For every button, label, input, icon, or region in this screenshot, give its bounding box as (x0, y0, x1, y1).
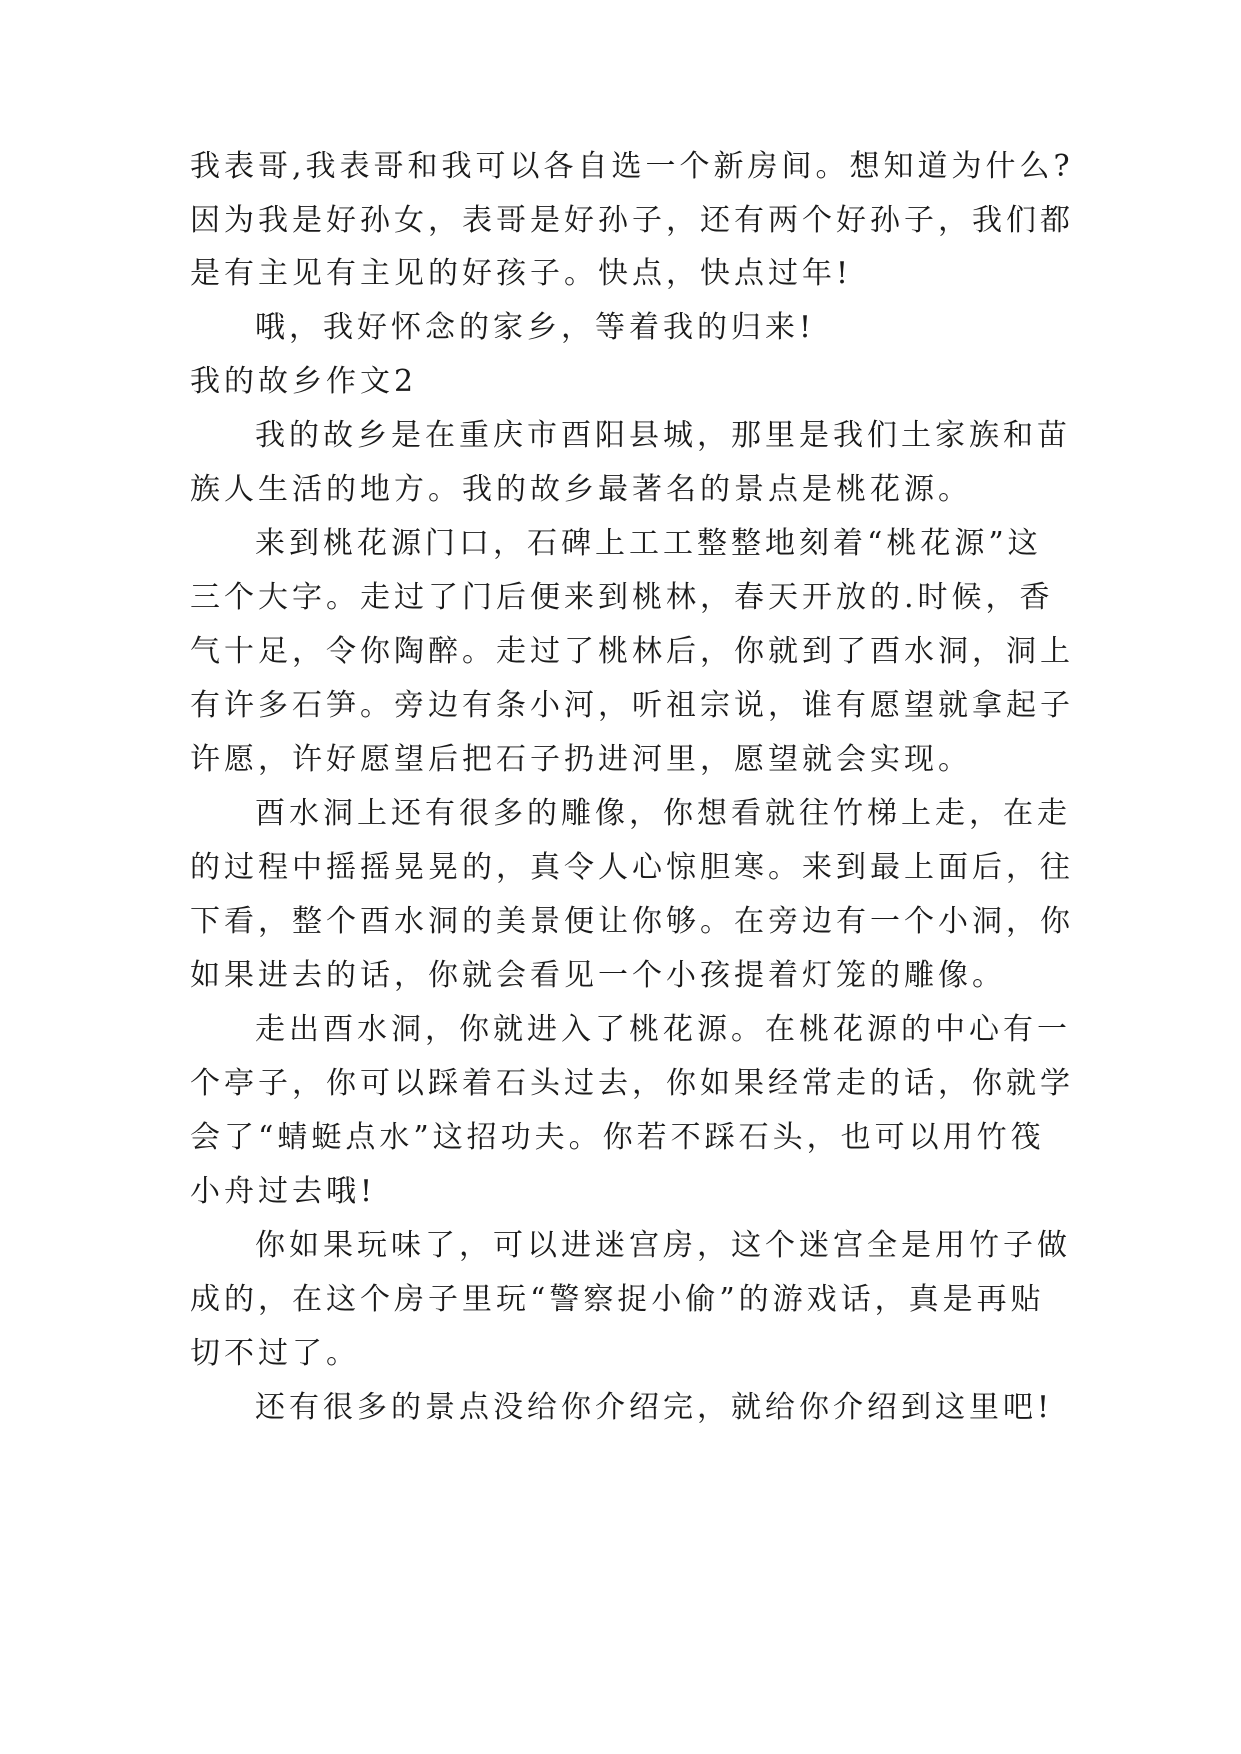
text-line: 我的故乡是在重庆市酉阳县城，那里是我们土家族和苗 (255, 418, 1071, 453)
text-line: 切不过了。 (190, 1336, 360, 1371)
text-line: 成的，在这个房子里玩“警察捉小偷”的游戏话，真是再贴 (190, 1282, 1045, 1317)
text-line: 的过程中摇摇晃晃的，真令人心惊胆寒。来到最上面后，往 (190, 850, 1074, 885)
text-line: 如果进去的话，你就会看见一个小孩提着灯笼的雕像。 (190, 958, 1006, 993)
text-line: 下看，整个酉水洞的美景便让你够。在旁边有一个小洞，你 (190, 904, 1074, 939)
section-heading: 我的故乡作文2 (190, 364, 418, 399)
text-line: 气十足，令你陶醉。走过了桃林后，你就到了酉水洞，洞上 (190, 634, 1074, 669)
text-line: 走出酉水洞，你就进入了桃花源。在桃花源的中心有一 (255, 1012, 1071, 1047)
text-line: 许愿，许好愿望后把石子扔进河里，愿望就会实现。 (190, 742, 972, 777)
text-line: 族人生活的地方。我的故乡最著名的景点是桃花源。 (190, 472, 972, 507)
text-line: 你如果玩味了，可以进迷宫房，这个迷宫全是用竹子做 (255, 1228, 1071, 1263)
text-line: 因为我是好孙女，表哥是好孙子，还有两个好孙子，我们都 (190, 203, 1074, 238)
text-line: 酉水洞上还有很多的雕像，你想看就往竹梯上走，在走 (255, 796, 1071, 831)
text-line: 哦，我好怀念的家乡，等着我的归来! (255, 310, 816, 345)
text-line: 来到桃花源门口，石碑上工工整整地刻着“桃花源”这 (255, 526, 1042, 561)
text-line: 会了“蜻蜓点水”这招功夫。你若不踩石头，也可以用竹筏 (190, 1120, 1045, 1155)
text-line: 有许多石笋。旁边有条小河，听祖宗说，谁有愿望就拿起子 (190, 688, 1074, 723)
text-line: 还有很多的景点没给你介绍完，就给你介绍到这里吧! (255, 1390, 1054, 1425)
text-line: 我表哥,我表哥和我可以各自选一个新房间。想知道为什么? (190, 149, 1074, 184)
text-line: 三个大字。走过了门后便来到桃林，春天开放的.时候，香 (190, 580, 1054, 615)
text-line: 是有主见有主见的好孩子。快点，快点过年! (190, 256, 853, 291)
text-line: 小舟过去哦! (190, 1174, 377, 1209)
text-line: 个亭子，你可以踩着石头过去，你如果经常走的话，你就学 (190, 1066, 1074, 1101)
